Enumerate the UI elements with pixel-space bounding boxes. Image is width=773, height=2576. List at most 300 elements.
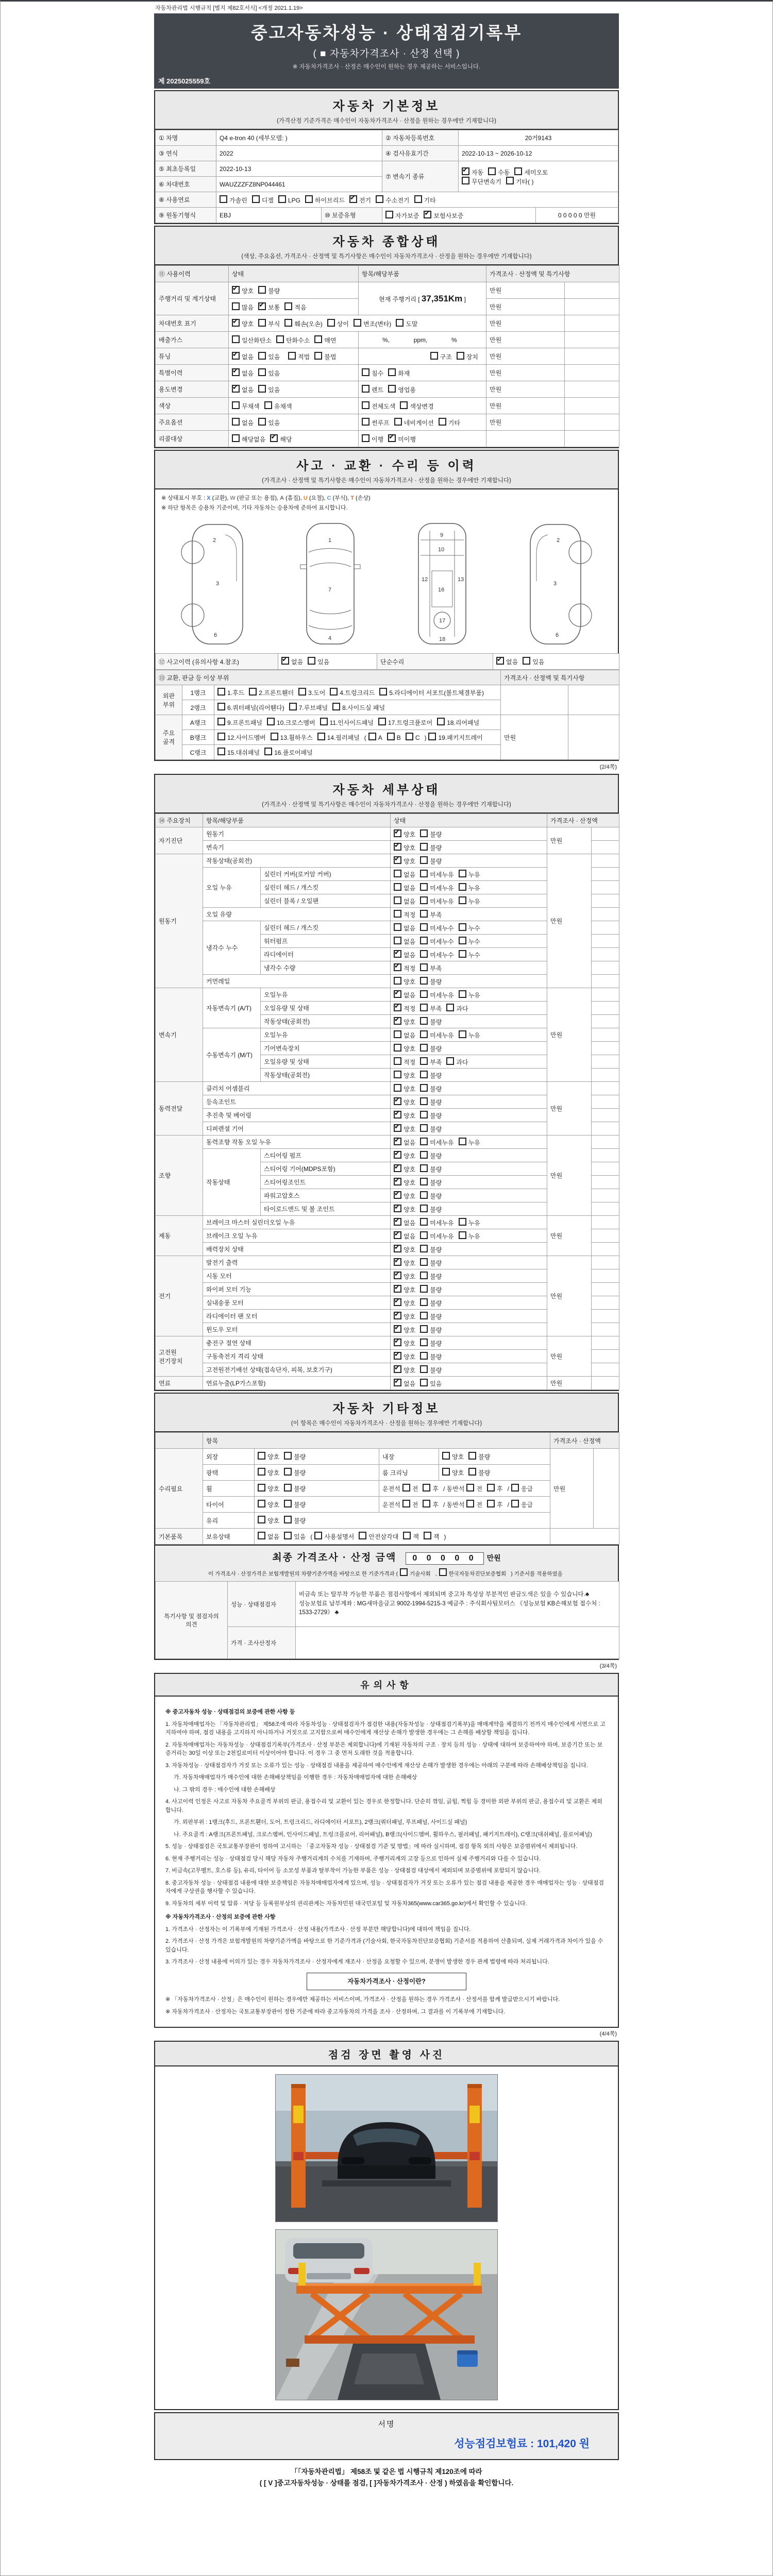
checkbox-icon[interactable]: [459, 1218, 466, 1226]
checkbox-option[interactable]: 19.패키지트레이: [428, 733, 482, 742]
checkbox-icon[interactable]: [327, 319, 335, 327]
checkbox-icon[interactable]: [394, 1044, 401, 1052]
checkbox-icon[interactable]: [442, 1452, 450, 1460]
checkbox-option[interactable]: 상이: [327, 319, 349, 328]
checkbox-option[interactable]: 미세누수: [420, 923, 453, 933]
checkbox-option[interactable]: ✔ 양호: [394, 1097, 415, 1107]
checkbox-option[interactable]: ✔ 적정: [394, 1004, 415, 1013]
checkbox-icon[interactable]: [330, 688, 338, 696]
checkbox-icon[interactable]: [394, 1030, 401, 1038]
checkbox-option[interactable]: 후: [487, 1500, 503, 1509]
checkbox-icon[interactable]: [396, 319, 404, 327]
checkbox-option[interactable]: 미세누유: [420, 883, 453, 892]
checkbox-option[interactable]: ✔ 없음: [232, 352, 254, 361]
checkbox-option[interactable]: 6.쿼터패널(리어휀다): [217, 703, 284, 712]
checkbox-icon[interactable]: [258, 319, 266, 327]
checkbox-option[interactable]: 불량: [284, 1500, 306, 1509]
checkbox-icon[interactable]: [276, 335, 284, 343]
checkbox-option[interactable]: 기술사회: [400, 1568, 431, 1578]
checkbox-icon[interactable]: [284, 1468, 292, 1476]
checkbox-icon[interactable]: [468, 1468, 476, 1476]
checkbox-icon[interactable]: [420, 1111, 428, 1118]
checkbox-icon[interactable]: [403, 1532, 411, 1539]
checkbox-icon[interactable]: [459, 990, 466, 998]
checkbox-icon[interactable]: [420, 990, 428, 998]
checkbox-icon[interactable]: [394, 1218, 401, 1226]
checkbox-option[interactable]: ✔ 양호: [394, 1017, 415, 1026]
checkbox-option[interactable]: 없음: [394, 870, 415, 879]
checkbox-option[interactable]: 불량: [420, 1151, 442, 1160]
checkbox-icon[interactable]: [459, 923, 466, 931]
checkbox-icon[interactable]: [394, 1272, 401, 1279]
checkbox-icon[interactable]: [420, 883, 428, 891]
checkbox-icon[interactable]: [523, 657, 530, 665]
checkbox-option[interactable]: ✔ 양호: [232, 319, 254, 328]
checkbox-option[interactable]: LPG: [278, 195, 300, 204]
checkbox-icon[interactable]: [394, 1258, 401, 1266]
checkbox-icon[interactable]: [420, 870, 428, 877]
checkbox-option[interactable]: 후: [423, 1484, 439, 1493]
checkbox-icon[interactable]: [414, 195, 422, 203]
checkbox-option[interactable]: ✔ 없음: [496, 657, 518, 666]
checkbox-icon[interactable]: [281, 657, 289, 665]
checkbox-option[interactable]: 10.크로스멤버: [267, 718, 315, 727]
checkbox-option[interactable]: 있음: [258, 352, 280, 361]
checkbox-option[interactable]: 양호: [258, 1516, 279, 1525]
checkbox-icon[interactable]: [258, 385, 266, 393]
checkbox-option[interactable]: 하이브리드: [305, 195, 345, 205]
checkbox-icon[interactable]: [420, 977, 428, 985]
checkbox-option[interactable]: 부족: [420, 1057, 442, 1066]
checkbox-option[interactable]: 장치: [457, 352, 478, 361]
checkbox-icon[interactable]: [420, 1352, 428, 1360]
checkbox-icon[interactable]: [284, 1452, 292, 1460]
checkbox-option[interactable]: B: [387, 733, 401, 741]
checkbox-icon[interactable]: [394, 1298, 401, 1306]
checkbox-icon[interactable]: [459, 870, 466, 877]
checkbox-icon[interactable]: [402, 1500, 410, 1507]
checkbox-icon[interactable]: [258, 1500, 265, 1507]
checkbox-option[interactable]: 불량: [420, 1312, 442, 1321]
checkbox-option[interactable]: ✔ 없음: [394, 1138, 415, 1147]
checkbox-option[interactable]: 색상변경: [400, 401, 433, 411]
checkbox-icon[interactable]: [394, 1325, 401, 1333]
checkbox-icon[interactable]: [394, 923, 401, 931]
checkbox-icon[interactable]: [258, 1532, 265, 1539]
checkbox-icon[interactable]: [420, 1071, 428, 1078]
checkbox-option[interactable]: 불량: [420, 1258, 442, 1267]
checkbox-option[interactable]: ✔ 보험사보증: [424, 211, 463, 220]
checkbox-option[interactable]: 불량: [420, 1044, 442, 1053]
checkbox-icon[interactable]: [220, 195, 227, 203]
checkbox-option[interactable]: 13.휠하우스: [271, 733, 313, 742]
checkbox-icon[interactable]: [439, 418, 446, 426]
checkbox-option[interactable]: ✔ 양호: [394, 856, 415, 866]
checkbox-option[interactable]: ✔ 보통: [258, 302, 280, 312]
checkbox-option[interactable]: 4.트렁크리드: [330, 688, 375, 697]
checkbox-icon[interactable]: [420, 963, 428, 971]
checkbox-option[interactable]: ✔자동: [462, 167, 483, 177]
checkbox-icon[interactable]: [420, 1124, 428, 1132]
checkbox-icon[interactable]: [394, 1352, 401, 1360]
checkbox-icon[interactable]: [442, 1468, 450, 1476]
checkbox-option[interactable]: 불량: [420, 1124, 442, 1133]
checkbox-icon[interactable]: [420, 1030, 428, 1038]
checkbox-icon[interactable]: [362, 434, 369, 442]
checkbox-option[interactable]: ✔ 없음: [281, 657, 303, 666]
checkbox-option[interactable]: ✔ 양호: [394, 1245, 415, 1254]
checkbox-icon[interactable]: [420, 1285, 428, 1293]
checkbox-icon[interactable]: [354, 319, 361, 327]
checkbox-icon[interactable]: [258, 352, 266, 360]
checkbox-option[interactable]: 불량: [420, 1084, 442, 1093]
checkbox-icon[interactable]: [387, 733, 395, 740]
checkbox-option[interactable]: 2.프론트휀더: [249, 688, 294, 697]
checkbox-option[interactable]: 없음: [394, 937, 415, 946]
checkbox-icon[interactable]: [462, 177, 469, 184]
checkbox-option[interactable]: 양호: [394, 1071, 415, 1080]
checkbox-option[interactable]: 응급: [511, 1500, 533, 1509]
checkbox-icon[interactable]: [420, 1365, 428, 1373]
checkbox-option[interactable]: 후: [487, 1484, 503, 1493]
checkbox-icon[interactable]: [420, 1205, 428, 1212]
checkbox-icon[interactable]: [446, 1004, 454, 1011]
checkbox-option[interactable]: 양호: [442, 1468, 464, 1477]
checkbox-option[interactable]: 1.후드: [217, 688, 244, 697]
checkbox-option[interactable]: 과다: [446, 1057, 468, 1066]
checkbox-option[interactable]: 불량: [284, 1484, 306, 1493]
checkbox-icon[interactable]: [394, 856, 401, 864]
checkbox-icon[interactable]: [394, 950, 401, 958]
checkbox-option[interactable]: 12.사이드멤버: [217, 733, 266, 742]
checkbox-icon[interactable]: [420, 923, 428, 931]
checkbox-icon[interactable]: [423, 1500, 430, 1507]
checkbox-option[interactable]: 불량: [284, 1516, 306, 1525]
checkbox-option[interactable]: ✔ 양호: [394, 1352, 415, 1361]
checkbox-icon[interactable]: [314, 1532, 322, 1539]
checkbox-option[interactable]: 불량: [284, 1468, 306, 1477]
checkbox-option[interactable]: ✔양호: [232, 286, 254, 295]
checkbox-option[interactable]: 세미오토: [514, 167, 548, 177]
checkbox-option[interactable]: 18.리어패널: [437, 718, 479, 727]
checkbox-option[interactable]: 썬루프: [362, 418, 390, 427]
checkbox-option[interactable]: 한국자동차진단보증협회: [439, 1568, 507, 1578]
checkbox-option[interactable]: 잭: [424, 1532, 440, 1541]
checkbox-icon[interactable]: [394, 1205, 401, 1212]
checkbox-option[interactable]: ✔ 미이행: [388, 434, 416, 444]
checkbox-icon[interactable]: [258, 1468, 265, 1476]
checkbox-icon[interactable]: [394, 1151, 401, 1159]
checkbox-option[interactable]: 양호: [258, 1484, 279, 1493]
checkbox-option[interactable]: 해당없음: [232, 434, 265, 444]
checkbox-icon[interactable]: [420, 1272, 428, 1279]
checkbox-option[interactable]: ✔ 양호: [394, 1258, 415, 1267]
checkbox-icon[interactable]: [378, 718, 386, 725]
checkbox-icon[interactable]: [394, 829, 401, 837]
checkbox-icon[interactable]: [420, 1245, 428, 1252]
checkbox-icon[interactable]: [420, 1138, 428, 1145]
checkbox-option[interactable]: 누수: [459, 923, 480, 933]
checkbox-option[interactable]: 불량: [420, 829, 442, 839]
checkbox-option[interactable]: 미세누유: [420, 1231, 453, 1241]
checkbox-icon[interactable]: [394, 937, 401, 944]
checkbox-option[interactable]: 7.루브패널: [289, 703, 328, 712]
checkbox-icon[interactable]: [362, 418, 369, 426]
checkbox-option[interactable]: 기타( ): [506, 177, 534, 186]
checkbox-option[interactable]: ✔ 양호: [394, 1124, 415, 1133]
checkbox-option[interactable]: 불량: [284, 1452, 306, 1461]
checkbox-option[interactable]: 적정: [394, 910, 415, 919]
checkbox-option[interactable]: 없음: [232, 418, 254, 427]
checkbox-icon[interactable]: [506, 177, 514, 184]
checkbox-icon[interactable]: [232, 286, 240, 294]
checkbox-option[interactable]: 미세누유: [420, 1030, 453, 1040]
checkbox-option[interactable]: ✔ 없음: [394, 1379, 415, 1388]
checkbox-option[interactable]: 불량: [258, 286, 280, 295]
checkbox-icon[interactable]: [217, 718, 225, 725]
checkbox-option[interactable]: 있음: [420, 1379, 442, 1388]
checkbox-icon[interactable]: [420, 843, 428, 851]
checkbox-option[interactable]: 있음: [284, 1532, 306, 1541]
checkbox-icon[interactable]: [232, 335, 240, 343]
checkbox-icon[interactable]: [394, 843, 401, 851]
checkbox-icon[interactable]: [284, 302, 292, 310]
checkbox-option[interactable]: 네비게이션: [394, 418, 434, 427]
checkbox-icon[interactable]: [394, 963, 401, 971]
checkbox-option[interactable]: 누유: [459, 883, 480, 892]
checkbox-icon[interactable]: [511, 1484, 519, 1492]
checkbox-icon[interactable]: [267, 718, 275, 725]
checkbox-option[interactable]: 불법: [314, 352, 336, 361]
checkbox-icon[interactable]: [362, 401, 369, 409]
checkbox-option[interactable]: ✔ 없음: [394, 950, 415, 959]
checkbox-option[interactable]: 있음: [258, 385, 280, 394]
checkbox-icon[interactable]: [420, 1298, 428, 1306]
checkbox-option[interactable]: 미세누유: [420, 896, 453, 906]
checkbox-icon[interactable]: [424, 1532, 431, 1539]
checkbox-option[interactable]: 불량: [420, 1178, 442, 1187]
checkbox-icon[interactable]: [420, 1191, 428, 1199]
checkbox-option[interactable]: 과다: [446, 1004, 468, 1013]
checkbox-icon[interactable]: [459, 1030, 466, 1038]
checkbox-option[interactable]: ✔ 없음: [232, 368, 254, 378]
checkbox-option[interactable]: 미세누수: [420, 937, 453, 946]
checkbox-option[interactable]: 사용설명서: [314, 1532, 354, 1541]
checkbox-icon[interactable]: [496, 657, 504, 665]
checkbox-option[interactable]: 불량: [420, 1097, 442, 1107]
checkbox-icon[interactable]: [420, 1004, 428, 1011]
checkbox-icon[interactable]: [232, 434, 240, 442]
checkbox-icon[interactable]: [394, 1071, 401, 1078]
checkbox-icon[interactable]: [488, 167, 496, 175]
checkbox-icon[interactable]: [314, 335, 322, 343]
checkbox-icon[interactable]: [284, 319, 292, 327]
checkbox-option[interactable]: 무채색: [232, 401, 260, 411]
checkbox-option[interactable]: ✔ 없음: [394, 990, 415, 999]
checkbox-option[interactable]: 적법: [288, 352, 310, 361]
checkbox-option[interactable]: 적음: [284, 302, 306, 312]
checkbox-option[interactable]: 누수: [459, 950, 480, 959]
checkbox-icon[interactable]: [420, 1338, 428, 1346]
checkbox-option[interactable]: 17.트렁크플로어: [378, 718, 432, 727]
checkbox-icon[interactable]: [385, 211, 393, 218]
checkbox-option[interactable]: 없음: [394, 896, 415, 906]
checkbox-option[interactable]: 전: [466, 1500, 482, 1509]
checkbox-option[interactable]: 불량: [420, 856, 442, 866]
checkbox-icon[interactable]: [271, 733, 278, 740]
checkbox-icon[interactable]: [368, 733, 376, 740]
checkbox-icon[interactable]: [217, 733, 225, 740]
checkbox-icon[interactable]: [305, 195, 313, 203]
checkbox-icon[interactable]: [420, 1057, 428, 1065]
checkbox-option[interactable]: 없음: [258, 1532, 279, 1541]
checkbox-option[interactable]: 부족: [420, 910, 442, 919]
checkbox-icon[interactable]: [423, 1484, 430, 1492]
checkbox-option[interactable]: 있음: [308, 657, 329, 666]
checkbox-option[interactable]: 누수: [459, 937, 480, 946]
checkbox-icon[interactable]: [400, 1568, 408, 1576]
checkbox-icon[interactable]: [424, 211, 431, 218]
checkbox-icon[interactable]: [394, 1164, 401, 1172]
checkbox-icon[interactable]: [232, 302, 240, 310]
checkbox-option[interactable]: 11.인사이드패널: [320, 718, 374, 727]
checkbox-icon[interactable]: [258, 302, 266, 310]
checkbox-icon[interactable]: [400, 401, 408, 409]
checkbox-icon[interactable]: [258, 368, 266, 376]
checkbox-option[interactable]: 탄화수소: [276, 335, 310, 345]
checkbox-icon[interactable]: [320, 718, 328, 725]
checkbox-option[interactable]: 침수: [362, 368, 383, 378]
checkbox-option[interactable]: 불량: [420, 1352, 442, 1361]
checkbox-icon[interactable]: [459, 896, 466, 904]
checkbox-icon[interactable]: [264, 748, 272, 755]
checkbox-icon[interactable]: [249, 688, 257, 696]
checkbox-icon[interactable]: [487, 1484, 495, 1492]
checkbox-option[interactable]: C: [406, 733, 420, 741]
checkbox-icon[interactable]: [511, 1500, 519, 1507]
checkbox-option[interactable]: 있음: [258, 368, 280, 378]
checkbox-option[interactable]: 불량: [420, 1285, 442, 1294]
checkbox-icon[interactable]: [258, 286, 266, 294]
checkbox-option[interactable]: 불량: [420, 1071, 442, 1080]
checkbox-option[interactable]: ✔ 없음: [394, 1218, 415, 1227]
checkbox-icon[interactable]: [420, 829, 428, 837]
checkbox-option[interactable]: ✔ 없음: [394, 1231, 415, 1241]
checkbox-option[interactable]: 15.대쉬패널: [217, 748, 260, 757]
checkbox-icon[interactable]: [258, 1484, 265, 1492]
checkbox-option[interactable]: ✔ 양호: [394, 829, 415, 839]
checkbox-option[interactable]: 누유: [459, 1030, 480, 1040]
checkbox-icon[interactable]: [439, 1568, 447, 1576]
checkbox-icon[interactable]: [270, 434, 278, 442]
checkbox-icon[interactable]: [420, 1151, 428, 1159]
checkbox-icon[interactable]: [420, 1164, 428, 1172]
checkbox-option[interactable]: ✔ 양호: [394, 1151, 415, 1160]
checkbox-icon[interactable]: [379, 688, 387, 696]
checkbox-icon[interactable]: [284, 1484, 292, 1492]
checkbox-option[interactable]: ✔ 양호: [394, 1285, 415, 1294]
checkbox-icon[interactable]: [217, 688, 225, 696]
checkbox-icon[interactable]: [420, 856, 428, 864]
checkbox-icon[interactable]: [420, 1017, 428, 1025]
checkbox-icon[interactable]: [394, 1338, 401, 1346]
checkbox-icon[interactable]: [420, 1218, 428, 1226]
checkbox-icon[interactable]: [459, 937, 466, 944]
checkbox-icon[interactable]: [317, 733, 325, 740]
checkbox-option[interactable]: 적정: [394, 1057, 415, 1066]
checkbox-option[interactable]: 불량: [420, 977, 442, 986]
checkbox-option[interactable]: 양호: [258, 1468, 279, 1477]
checkbox-option[interactable]: 양호: [442, 1452, 464, 1461]
checkbox-icon[interactable]: [394, 870, 401, 877]
checkbox-option[interactable]: 양호: [394, 977, 415, 986]
checkbox-option[interactable]: 매연: [314, 335, 336, 345]
checkbox-icon[interactable]: [232, 418, 240, 426]
checkbox-option[interactable]: 안전삼각대: [359, 1532, 398, 1541]
checkbox-icon[interactable]: [394, 1231, 401, 1239]
checkbox-option[interactable]: 부족: [420, 963, 442, 973]
checkbox-icon[interactable]: [420, 937, 428, 944]
checkbox-icon[interactable]: [388, 368, 396, 376]
checkbox-option[interactable]: 8.사이드실 패널: [332, 703, 385, 712]
checkbox-icon[interactable]: [466, 1500, 474, 1507]
checkbox-option[interactable]: ✔ 양호: [394, 1111, 415, 1120]
checkbox-icon[interactable]: [258, 1452, 265, 1460]
checkbox-option[interactable]: ✔ 양호: [394, 1205, 415, 1214]
checkbox-icon[interactable]: [264, 401, 272, 409]
checkbox-option[interactable]: 있음: [523, 657, 544, 666]
checkbox-icon[interactable]: [278, 195, 286, 203]
checkbox-option[interactable]: 누유: [459, 990, 480, 999]
checkbox-icon[interactable]: [314, 352, 322, 360]
checkbox-option[interactable]: 미세누유: [420, 1218, 453, 1227]
checkbox-icon[interactable]: [332, 703, 340, 710]
checkbox-icon[interactable]: [284, 1500, 292, 1507]
checkbox-option[interactable]: 불량: [420, 1365, 442, 1375]
checkbox-icon[interactable]: [394, 1379, 401, 1386]
checkbox-option[interactable]: 누유: [459, 1218, 480, 1227]
checkbox-icon[interactable]: [308, 657, 315, 665]
checkbox-icon[interactable]: [394, 1285, 401, 1293]
checkbox-icon[interactable]: [420, 1325, 428, 1333]
checkbox-icon[interactable]: [420, 896, 428, 904]
checkbox-icon[interactable]: [284, 1516, 292, 1523]
checkbox-option[interactable]: ✔ 양호: [394, 1325, 415, 1334]
checkbox-icon[interactable]: [362, 368, 369, 376]
checkbox-icon[interactable]: [420, 1379, 428, 1386]
checkbox-option[interactable]: 누유: [459, 1231, 480, 1241]
checkbox-option[interactable]: 많음: [232, 302, 254, 312]
checkbox-icon[interactable]: [420, 910, 428, 918]
checkbox-option[interactable]: 전: [466, 1484, 482, 1493]
checkbox-option[interactable]: 미세누유: [420, 1138, 453, 1147]
checkbox-option[interactable]: 불량: [420, 843, 442, 852]
checkbox-option[interactable]: 전: [402, 1500, 418, 1509]
checkbox-icon[interactable]: [252, 195, 260, 203]
checkbox-icon[interactable]: [232, 319, 240, 327]
checkbox-icon[interactable]: [446, 1057, 454, 1065]
checkbox-option[interactable]: ✔ 양호: [394, 843, 415, 852]
checkbox-option[interactable]: 부식: [258, 319, 280, 328]
checkbox-icon[interactable]: [468, 1452, 476, 1460]
checkbox-icon[interactable]: [217, 703, 225, 710]
checkbox-option[interactable]: 불량: [420, 1017, 442, 1026]
checkbox-option[interactable]: 불량: [420, 1325, 442, 1334]
checkbox-icon[interactable]: [359, 1532, 366, 1539]
checkbox-option[interactable]: 불량: [468, 1452, 490, 1461]
checkbox-icon[interactable]: [459, 883, 466, 891]
checkbox-option[interactable]: 양호: [258, 1500, 279, 1509]
